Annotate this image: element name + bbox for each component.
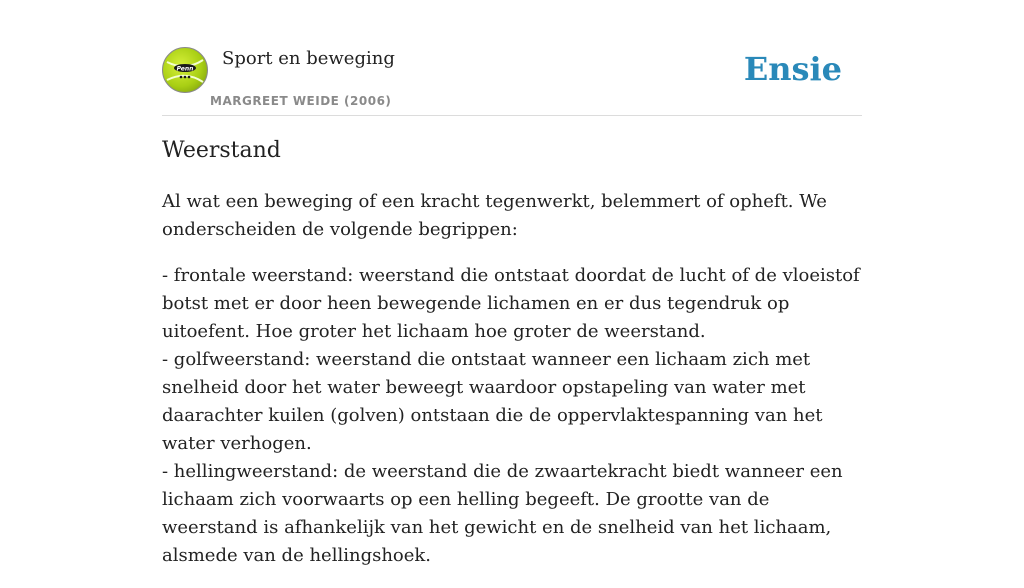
article-title: Weerstand (162, 138, 281, 163)
ensie-logo[interactable]: Ensie (743, 50, 842, 88)
category-title[interactable]: Sport en beweging (222, 48, 395, 69)
svg-text:Penn: Penn (176, 65, 194, 73)
definition-list (162, 262, 862, 570)
definition-item-slope: - hellingweerstand: de weerstand die de zwaartekracht biedt wanneer een lichaam zich voorwaarts op een helling begeeft. De grootte van de weerstand is afhankelijk van het gewicht en de snelheid van het lichaam, alsmede van de hellingshoek. (162, 461, 843, 566)
definition-item-wave: - golfweerstand: weerstand die ontstaat wanneer een lichaam zich met snelheid door het water beweegt waardoor opstapeling van water met daarachter kuilen (golven) ontstaan die de oppervlaktespanning van het water verhogen. (162, 349, 823, 454)
author-byline: MARGREET WEIDE (2006) (210, 94, 392, 108)
tennis-ball-icon[interactable] (162, 47, 208, 93)
definition-item-frontal: - frontale weerstand: weerstand die ontstaat doordat de lucht of de vloeistof botst met er door heen bewegende lichamen en er dus tegendruk op uitoefent. Hoe groter het lichaam hoe groter de weerstand. (162, 265, 860, 342)
article-intro: Al wat een beweging of een kracht tegenwerkt, belemmert of opheft. We onderscheiden de volgende begrippen: (162, 191, 827, 240)
article-body (162, 138, 862, 588)
article-header (162, 42, 862, 116)
